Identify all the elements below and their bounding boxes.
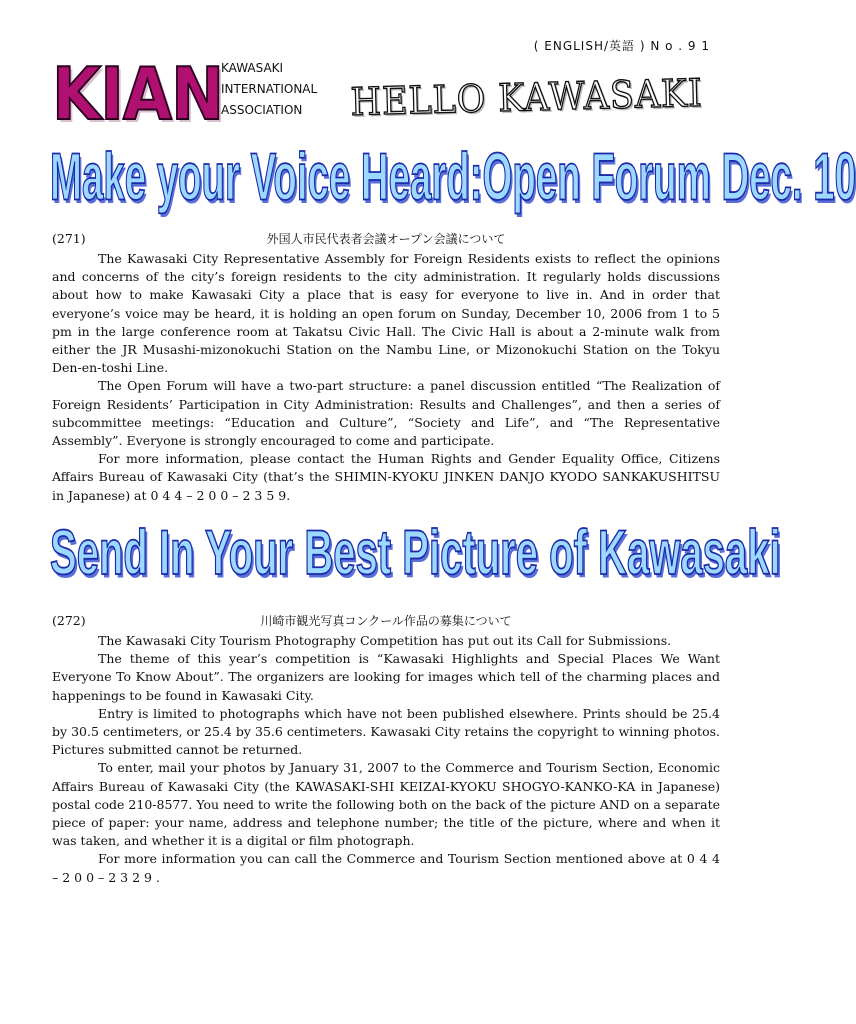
association-line: KAWASAKI — [221, 61, 284, 75]
article-heading — [52, 612, 720, 630]
article-japanese-title: 川崎市観光写真コンクール作品の募集について — [260, 614, 512, 628]
association-line: ASSOCIATION — [221, 103, 303, 117]
article-paragraph: To enter, mail your photos by January 31, 2007 to the Commerce and Tourism Section, Economic Affairs Bureau of Kawasaki City (the KAWASAKI-SHI KEIZAI-KYOKU SHOGYO-KANKO-KA in Japanese) postal code 210-8577. You need to write the following both on the back of the picture AND on a separate piece of paper: your name, address and telephone number; the title of the picture, where and when it was taken, and whether it is a digital or film photograph. — [52, 760, 720, 849]
article-banner-open-forum: Make your Voice Heard:Open Forum Dec. 10 — [50, 139, 856, 215]
association-line: INTERNATIONAL — [221, 82, 318, 96]
article-number: (271) — [52, 231, 86, 246]
article-paragraph: Entry is limited to photographs which have not been published elsewhere. Prints should be 25.4 by 30.5 centimeters, or 25.4 by 35.6 centimeters. Kawasaki City retains the copyright to winning photos. Pictures submitted cannot be returned. — [52, 705, 720, 758]
article-paragraph: For more information, please contact the Human Rights and Gender Equality Office, Citizens Affairs Bureau of Kawasaki City (that’s the SHIMIN-KYOKU JINKEN DANJO KYODO SANKAKUSHITSU in Japanese) at 0 4 4 – 2 0 0 – 2 3 5 9. — [52, 451, 720, 503]
association-name — [221, 58, 317, 121]
issue-number: ( ENGLISH/英語 ) N o . 9 1 — [533, 39, 710, 53]
article-paragraph: The Kawasaki City Representative Assembly for Foreign Residents exists to reflect the opinions and concerns of the city’s foreign residents to the city administration. It regularly holds discussions about how to make Kawasaki City a place that is easy for everyone to live in. And in order that everyone’s voice may be heard, it is holding an open forum on Sunday, December 10, 2006 from 1 to 5 pm in the large conference room at Takatsu Civic Hall. The Civic Hall is about a 2-minute walk from either the JR Musashi-mizonokuchi Station on the Nambu Line, or Mizonokuchi Station on the Tokyu Den-en-toshi Line. — [52, 251, 720, 376]
article-paragraph: For more information you can call the Commerce and Tourism Section mentioned above at 0 4 4 – 2 0 0 – 2 3 2 9 . — [52, 851, 720, 885]
article-paragraph: The Kawasaki City Tourism Photography Competition has put out its Call for Submissions. — [98, 633, 672, 648]
article-photo-contest — [52, 612, 720, 887]
article-paragraph: The Open Forum will have a two-part structure: a panel discussion entitled “The Realization of Foreign Residents’ Participation in City Administration: Results and Challenges”, and then a series of subcommittee meetings: “Education and Culture”, “Society and Life”, and “The Representative Assembly”. Everyone is strongly encouraged to come and participate. — [52, 378, 720, 449]
article-paragraph: The theme of this year’s competition is “Kawasaki Highlights and Special Places We Want Everyone To Know About”. The organizers are looking for images which tell of the charming places and happenings to be found in Kawasaki City. — [52, 651, 720, 703]
article-number: (272) — [52, 613, 86, 628]
article-japanese-title: 外国人市民代表者会議オープン会議について — [266, 232, 506, 246]
article-heading — [52, 230, 720, 248]
article-banner-photo-contest: Send In Your Best Picture of Kawasaki — [50, 517, 781, 588]
newsletter-title: HELLO KAWASAKI — [350, 70, 704, 124]
kian-logo: KIAN — [52, 52, 224, 136]
article-open-forum — [52, 230, 720, 505]
